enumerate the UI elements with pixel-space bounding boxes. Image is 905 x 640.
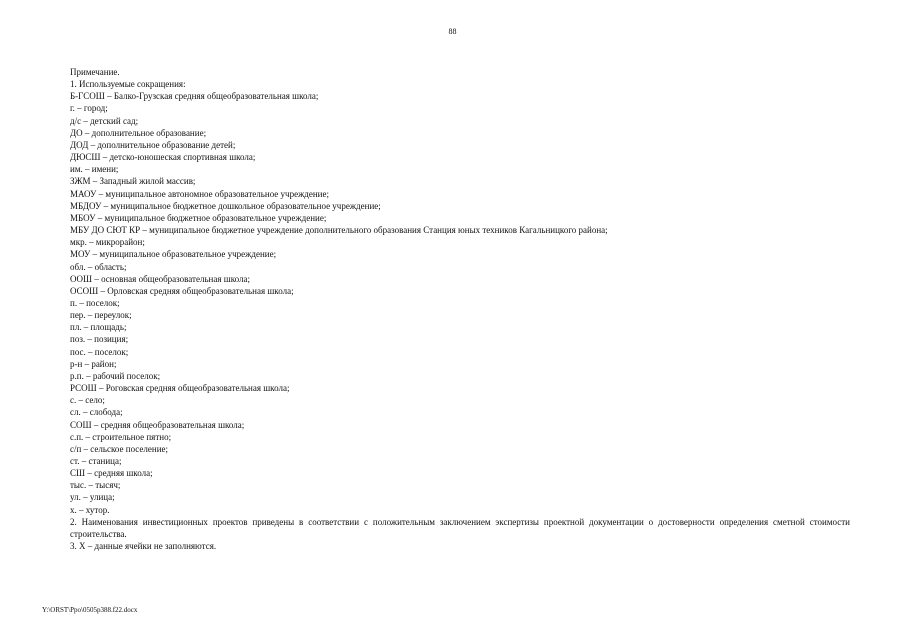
abbreviation-list <box>70 90 850 515</box>
abbreviation-item: им. – имени; <box>70 164 119 175</box>
abbreviation-item: СШ – средняя школа; <box>70 468 153 479</box>
abbreviation-item: ст. – станица; <box>70 456 122 466</box>
abbreviation-item: мкр. – микрорайон; <box>70 237 145 248</box>
abbreviation-item: Б-ГСОШ – Балко-Грузская средняя общеобразовательная школа; <box>70 91 319 102</box>
abbreviation-item: МБОУ – муниципальное бюджетное образовательное учреждение; <box>70 212 327 223</box>
abbreviations-heading: 1. Используемые сокращения: <box>70 79 186 90</box>
note-item-2: 2. Наименования инвестиционных проектов приведены в соответствии с положительным заключением экспертизы проектной документации о достоверности определения сметной стоимости строительства. <box>70 516 850 539</box>
abbreviation-item: ДО – дополнительное образование; <box>70 127 207 138</box>
abbreviation-item: г. – город; <box>70 103 108 114</box>
page-number: 88 <box>448 27 457 36</box>
abbreviation-item: ДОД – дополнительное образование детей; <box>70 139 236 150</box>
abbreviation-item: пос. – поселок; <box>70 346 129 357</box>
abbreviation-item: обл. – область; <box>70 261 127 272</box>
abbreviation-item: р-н – район; <box>70 358 117 369</box>
abbreviation-item: х. – хутор. <box>70 504 110 515</box>
abbreviation-item: ДЮСШ – детско-юношеская спортивная школа; <box>70 152 256 163</box>
note-title: Примечание. <box>70 67 120 77</box>
abbreviation-item: р.п. – рабочий поселок; <box>70 370 161 381</box>
abbreviation-item: ул. – улица; <box>70 492 115 503</box>
abbreviation-item: д/с – детский сад; <box>70 115 139 126</box>
abbreviation-item: МБУ ДО СЮТ КР – муниципальное бюджетное учреждение дополнительного образования Станция юных техников Кагальницкого района; <box>70 225 608 236</box>
abbreviation-item: пер. – переулок; <box>70 310 132 321</box>
abbreviation-item: МБДОУ – муниципальное бюджетное дошкольное образовательное учреждение; <box>70 200 381 211</box>
abbreviation-item: ОСОШ – Орловская средняя общеобразовательная школа; <box>70 285 294 296</box>
note-item-3: 3. Х – данные ячейки не заполняются. <box>70 541 217 552</box>
file-path-footer: Y:\ORST\Ppo\0505p388.f22.docx <box>42 606 138 614</box>
abbreviation-item: п. – поселок; <box>70 297 120 308</box>
abbreviation-item: ЗЖМ – Западный жилой массив; <box>70 176 196 187</box>
abbreviation-item: пл. – площадь; <box>70 322 127 333</box>
abbreviation-item: с. – село; <box>70 395 105 406</box>
abbreviation-item: сл. – слобода; <box>70 407 123 418</box>
abbreviation-item: СОШ – средняя общеобразовательная школа; <box>70 419 245 430</box>
abbreviation-item: с/п – сельское поселение; <box>70 443 169 454</box>
abbreviation-item: МОУ – муниципальное образовательное учреждение; <box>70 249 277 260</box>
abbreviation-item: тыс. – тысяч; <box>70 480 121 491</box>
abbreviation-item: РСОШ – Роговская средняя общеобразовательная школа; <box>70 383 290 394</box>
abbreviation-item: ООШ – основная общеобразовательная школа; <box>70 273 250 284</box>
abbreviation-item: с.п. – строительное пятно; <box>70 431 172 442</box>
abbreviation-item: поз. – позиция; <box>70 334 129 345</box>
note-block <box>70 66 850 552</box>
abbreviation-item: МАОУ – муниципальное автономное образовательное учреждение; <box>70 188 329 199</box>
